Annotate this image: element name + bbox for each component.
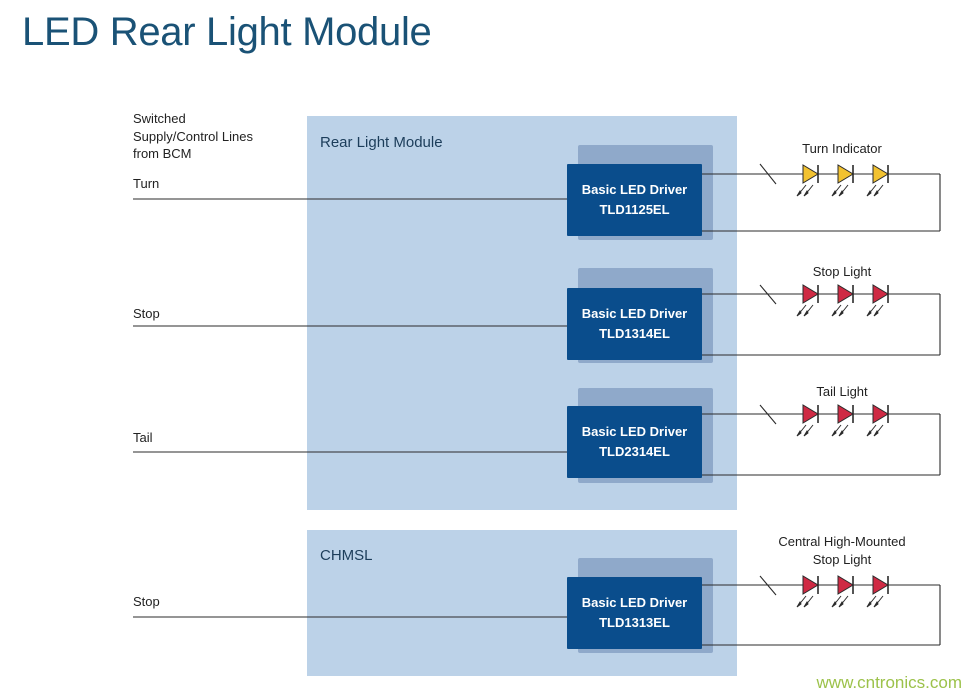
driver-part-2: TLD1314EL — [599, 326, 670, 341]
legend-line-2: Supply/Control Lines — [133, 128, 253, 144]
led-tail-3 — [867, 405, 888, 436]
led-chmsl-1 — [797, 576, 818, 607]
output-title-chmsl-line2: Stop Light — [812, 551, 872, 567]
slash-stop — [760, 285, 776, 304]
watermark: www.cntronics.com — [816, 673, 962, 692]
output-title-turn-indicator: Turn Indicator — [802, 141, 882, 156]
legend-line-3: from BCM — [133, 146, 192, 162]
input-label-stop-chmsl: Stop — [133, 594, 160, 609]
driver-box-tld2314el[interactable] — [567, 406, 702, 478]
page-title: LED Rear Light Module — [22, 10, 432, 54]
led-stop-1 — [797, 285, 818, 316]
led-group-turn-indicator — [797, 165, 888, 196]
output-title-chmsl-line1: Central High-Mounted — [778, 534, 906, 549]
led-stop-2 — [832, 285, 853, 316]
slash-turn — [760, 164, 776, 184]
led-chmsl-2 — [832, 576, 853, 607]
driver-box-tld1125el[interactable] — [567, 164, 702, 236]
input-label-tail: Tail — [133, 430, 153, 445]
driver-title-1: Basic LED Driver — [581, 181, 688, 197]
input-label-turn: Turn — [133, 176, 160, 191]
led-tail-2 — [832, 405, 853, 436]
driver-part-4: TLD1313EL — [599, 615, 670, 630]
driver-box-tld1314el[interactable] — [567, 288, 702, 360]
input-label-stop: Stop — [133, 306, 160, 321]
slash-tail — [760, 405, 776, 424]
output-title-chmsl — [742, 533, 942, 568]
legend-supply-lines — [133, 110, 253, 163]
panel-label-chmsl: CHMSL — [320, 547, 373, 564]
led-turn-1 — [797, 165, 818, 196]
driver-part-3: TLD2314EL — [599, 444, 670, 459]
driver-part-1: TLD1125EL — [599, 202, 670, 217]
led-turn-2 — [832, 165, 853, 196]
led-turn-3 — [867, 165, 888, 196]
led-group-chmsl — [797, 576, 888, 607]
led-tail-1 — [797, 405, 818, 436]
driver-title-4: Basic LED Driver — [581, 594, 688, 610]
led-stop-3 — [867, 285, 888, 316]
led-group-stop-light — [797, 285, 888, 316]
output-title-stop-light: Stop Light — [812, 264, 872, 279]
slash-chmsl — [760, 576, 776, 595]
legend-line-1: Switched — [133, 111, 186, 126]
driver-title-3: Basic LED Driver — [581, 423, 688, 439]
driver-box-tld1313el[interactable] — [567, 577, 702, 649]
led-chmsl-3 — [867, 576, 888, 607]
panel-label-rear-light-module: Rear Light Module — [320, 134, 443, 151]
led-group-tail-light — [797, 405, 888, 436]
output-title-tail-light: Tail Light — [816, 384, 868, 399]
driver-title-2: Basic LED Driver — [581, 305, 688, 321]
